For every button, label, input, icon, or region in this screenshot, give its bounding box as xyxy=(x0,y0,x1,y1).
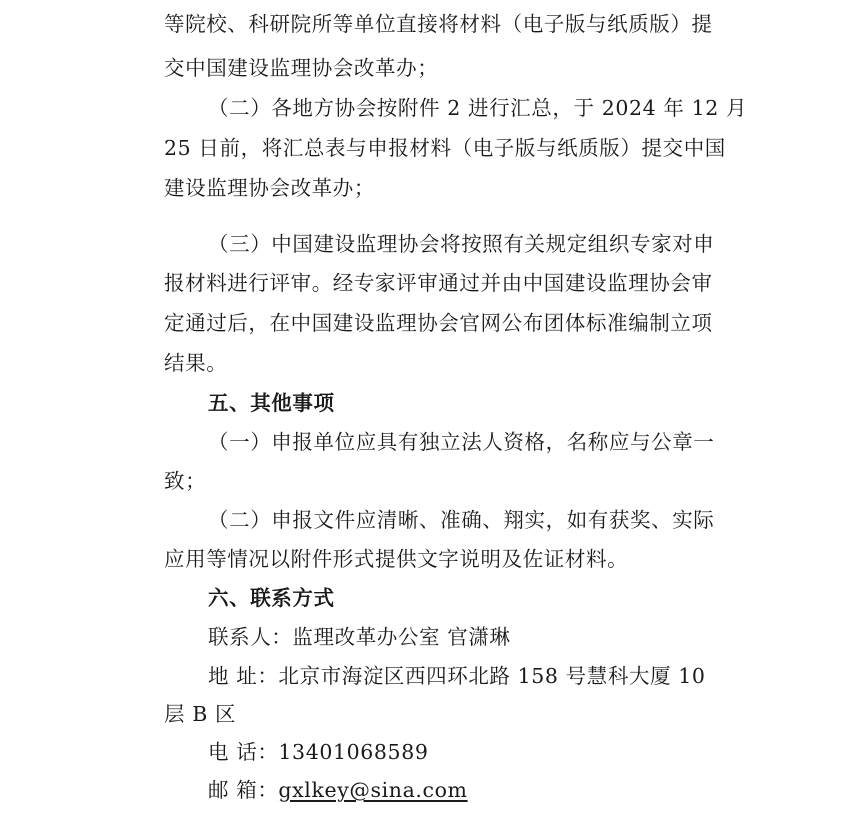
body-line: 结果。 xyxy=(164,351,228,375)
email-label: 邮 箱： xyxy=(208,778,279,802)
body-line: 等院校、科研院所等单位直接将材料（电子版与纸质版）提 xyxy=(164,12,713,36)
section-heading: 六、联系方式 xyxy=(208,586,335,610)
contact-person: 联系人：监理改革办公室 官潇琳 xyxy=(208,625,511,649)
body-line: 致； xyxy=(164,469,207,493)
contact-address-cont: 层 B 区 xyxy=(164,702,237,726)
body-line: （三）中国建设监理协会将按照有关规定组织专家对申 xyxy=(208,232,715,256)
body-line: 25 日前，将汇总表与申报材料（电子版与纸质版）提交中国 xyxy=(164,136,726,160)
contact-email-row xyxy=(208,778,468,802)
body-line: 定通过后，在中国建设监理协会官网公布团体标准编制立项 xyxy=(164,311,713,335)
body-line: 应用等情况以附件形式提供文字说明及佐证材料。 xyxy=(164,547,629,571)
body-line: （二）各地方协会按附件 2 进行汇总，于 2024 年 12 月 xyxy=(208,96,748,120)
body-line: 交中国建设监理协会改革办； xyxy=(164,56,439,80)
section-heading: 五、其他事项 xyxy=(208,391,335,415)
body-line: （二）申报文件应清晰、准确、翔实，如有获奖、实际 xyxy=(208,508,715,532)
email-link[interactable]: gxlkey@sina.com xyxy=(278,778,468,802)
body-line: 报材料进行评审。经专家评审通过并由中国建设监理协会审 xyxy=(164,271,713,295)
body-line: （一）申报单位应具有独立法人资格，名称应与公章一 xyxy=(208,430,715,454)
contact-address: 地 址：北京市海淀区西四环北路 158 号慧科大厦 10 xyxy=(208,664,706,688)
body-line: 建设监理协会改革办； xyxy=(164,176,375,200)
contact-phone: 电 话：13401068589 xyxy=(208,740,429,764)
